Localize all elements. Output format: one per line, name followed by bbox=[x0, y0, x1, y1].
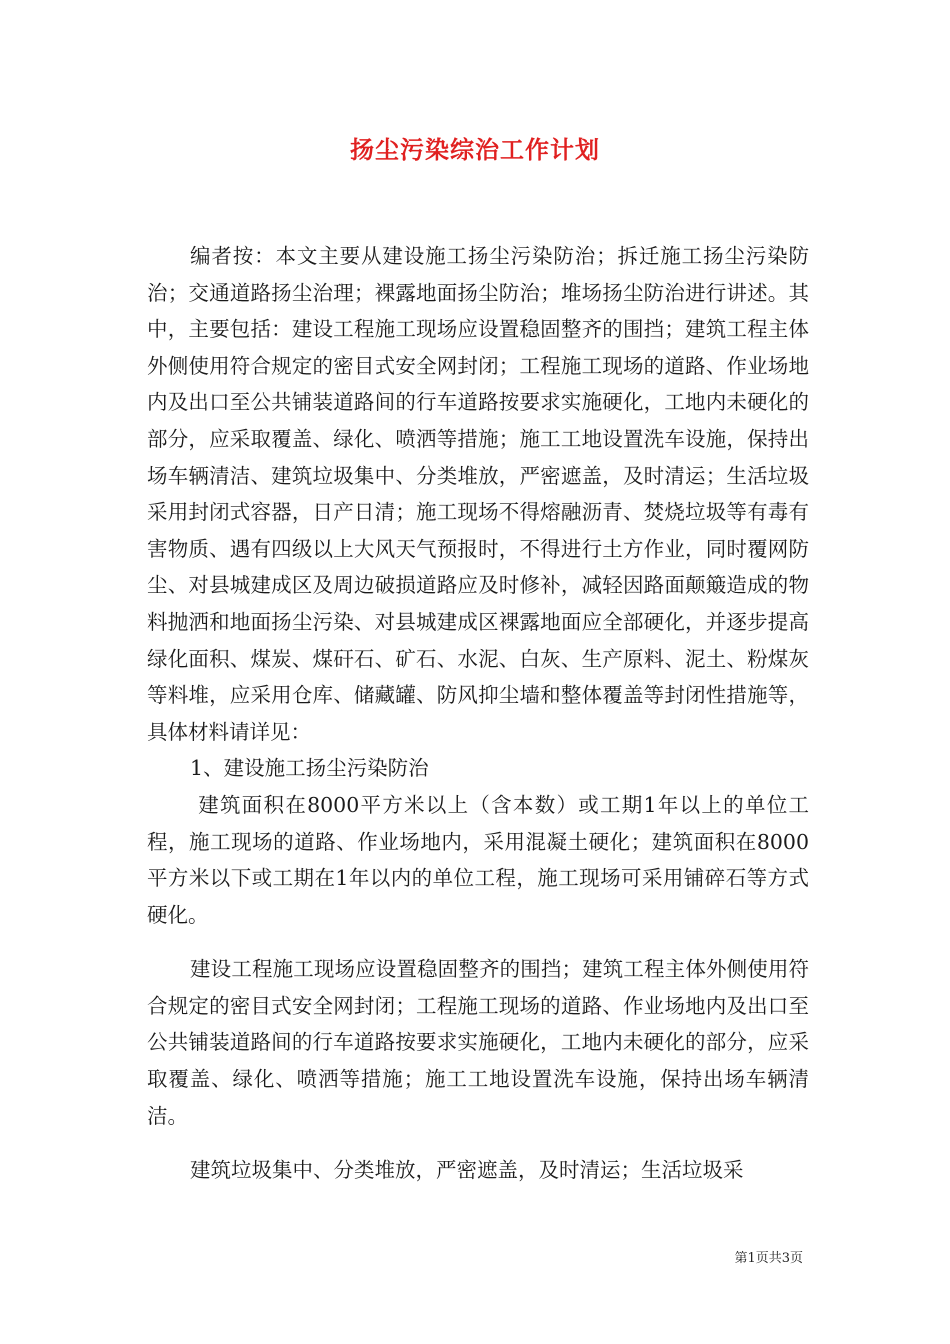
page-number: 第1页共3页 bbox=[734, 1251, 803, 1266]
document-title: 扬尘污染综治工作计划 bbox=[350, 135, 600, 164]
body-paragraph: 建筑垃圾集中、分类堆放，严密遮盖，及时清运；生活垃圾采 bbox=[190, 1158, 744, 1183]
document-body bbox=[147, 238, 809, 1189]
body-paragraph: 建设工程施工现场应设置稳固整齐的围挡；建筑工程主体外侧使用符合规定的密目式安全网封闭；工程施工现场的道路、作业场地内及出口至公共铺装道路间的行车道路按要求实施硬化，工地内未硬化的部分，应采取覆盖、绿化、喷洒等措施；施工工地设置洗车设施，保持出场车辆清洁。 bbox=[147, 957, 809, 1128]
body-paragraph: 建筑面积在8000平方米以上（含本数）或工期1年以上的单位工程，施工现场的道路、作业场地内，采用混凝土硬化；建筑面积在8000平方米以下或工期在1年以内的单位工程，施工现场可采用铺碎石等方式硬化。 bbox=[147, 792, 809, 927]
editor-note-paragraph: 编者按：本文主要从建设施工扬尘污染防治；拆迁施工扬尘污染防治；交通道路扬尘治理；裸露地面扬尘防治；堆场扬尘防治进行讲述。其中，主要包括：建设工程施工现场应设置稳固整齐的围挡；建筑工程主体外侧使用符合规定的密目式安全网封闭；工程施工现场的道路、作业场地内及出口至公共铺装道路间的行车道路按要求实施硬化，工地内未硬化的部分，应采取覆盖、绿化、喷洒等措施；施工工地设置洗车设施，保持出场车辆清洁、建筑垃圾集中、分类堆放，严密遮盖，及时清运；生活垃圾采用封闭式容器，日产日清；施工现场不得熔融沥青、焚烧垃圾等有毒有害物质、遇有四级以上大风天气预报时，不得进行土方作业，同时覆网防尘、对县城建成区及周边破损道路应及时修补，减轻因路面颠簸造成的物料抛洒和地面扬尘污染、对县城建成区裸露地面应全部硬化，并逐步提高绿化面积、煤炭、煤矸石、矿石、水泥、白灰、生产原料、泥土、粉煤灰等料堆，应采用仓库、储藏罐、防风抑尘墙和整体覆盖等封闭性措施等，具体材料请详见： bbox=[147, 244, 809, 744]
section-heading: 1、建设施工扬尘污染防治 bbox=[190, 756, 429, 781]
